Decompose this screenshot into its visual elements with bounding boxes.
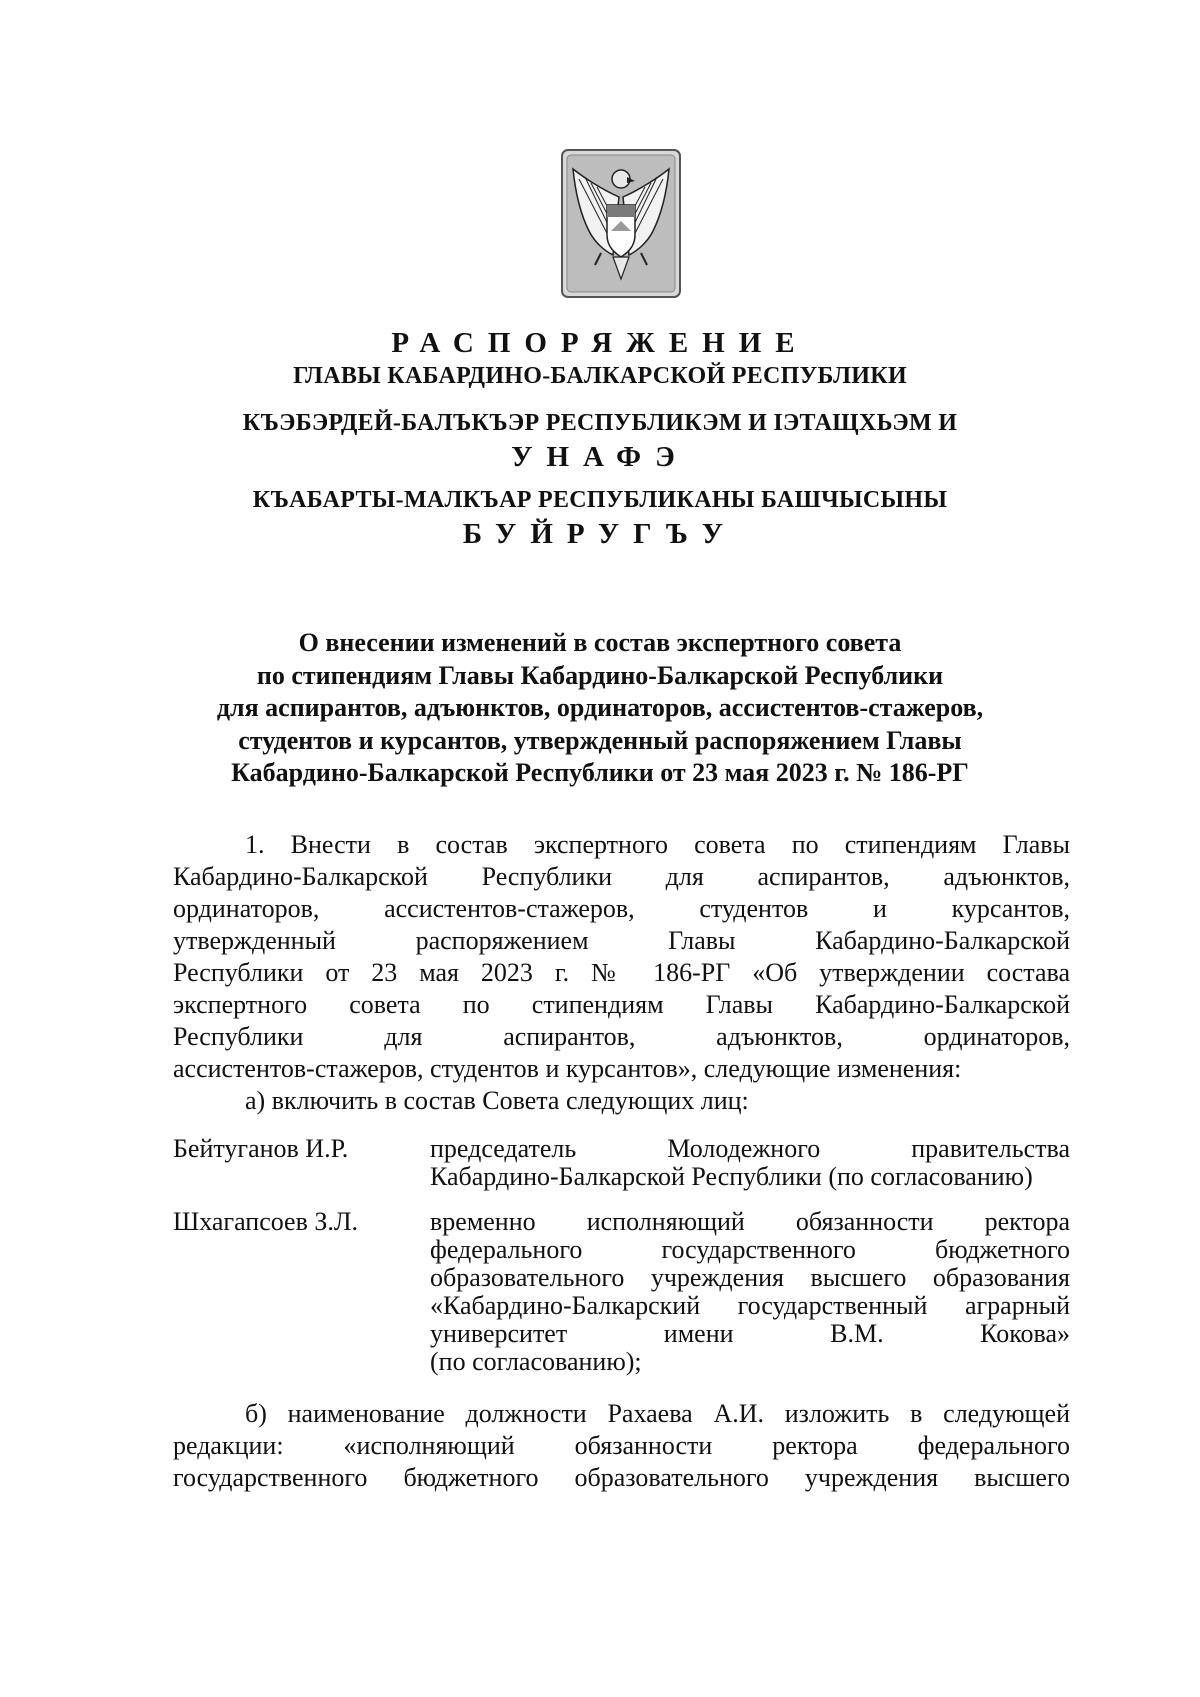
coat-of-arms-emblem [561, 149, 681, 298]
document-type-heading-kabardian: УНАФЭ [511, 441, 689, 473]
member-name: Бейтуганов И.Р. [173, 1134, 349, 1163]
title-line: О внесении изменений в состав экспертного совета [298, 628, 902, 657]
title-line: для аспирантов, адъюнктов, ординаторов, ассистентов-стажеров, [216, 693, 984, 722]
document-type-heading-balkar: БУЙРУГЪУ [462, 518, 738, 550]
position-line: образовательного учреждения высшего образования [430, 1263, 1070, 1292]
position-line: университет имени В.М. Кокова» [430, 1319, 1070, 1348]
paragraph-line: Республики от 23 мая 2023 г. № 186-РГ «Об утверждении состава [173, 958, 1070, 987]
paragraph-line: Республики для аспирантов, адъюнктов, ординаторов, [173, 1022, 1070, 1051]
paragraph-1 [173, 829, 1070, 1117]
issuer-heading-kabardian: КЪЭБЭРДЕЙ-БАЛЪКЪЭР РЕСПУБЛИКЭМ И IЭТАЩХЬЭМ И [242, 410, 958, 436]
document-type-heading: РАСПОРЯЖЕНИЕ [391, 327, 809, 359]
paragraph-line: экспертного совета по стипендиям Главы Кабардино-Балкарской [173, 990, 1070, 1019]
position-line: федерального государственного бюджетного [430, 1235, 1070, 1264]
paragraph-b [173, 1398, 1070, 1494]
paragraph-line: ассистентов-стажеров, студентов и курсантов», следующие изменения: [173, 1054, 962, 1083]
issuer-heading-balkar: КЪАБАРТЫ-МАЛКЪАР РЕСПУБЛИКАНЫ БАШЧЫСЫНЫ [252, 487, 948, 513]
title-line: по стипендиям Главы Кабардино-Балкарской Республики [256, 660, 944, 690]
paragraph-line: государственного бюджетного образовательного учреждения высшего [173, 1463, 1070, 1492]
paragraph-line: 1. Внести в состав экспертного совета по стипендиям Главы [245, 830, 1070, 859]
position-line: председатель Молодежного правительства [430, 1134, 1070, 1163]
paragraph-line: ординаторов, ассистентов-стажеров, студентов и курсантов, [173, 894, 1070, 923]
issuer-heading-ru: ГЛАВЫ КАБАРДИНО-БАЛКАРСКОЙ РЕСПУБЛИКИ [293, 363, 907, 389]
document-title [150, 627, 1050, 790]
paragraph-line: Кабардино-Балкарской Республики для аспирантов, адъюнктов, [173, 862, 1070, 891]
member-position [430, 1135, 1070, 1191]
position-line: временно исполняющий обязанности ректора [430, 1207, 1070, 1236]
paragraph-line: б) наименование должности Рахаева А.И. изложить в следующей [245, 1399, 1070, 1428]
member-name: Шхагапсоев З.Л. [173, 1207, 359, 1236]
title-line: Кабардино-Балкарской Республики от 23 мая 2023 г. № 186-РГ [231, 758, 969, 787]
position-line: Кабардино-Балкарской Республики (по согласованию) [430, 1162, 1033, 1191]
paragraph-line: редакции: «исполняющий обязанности ректора федерального [173, 1431, 1070, 1460]
subitem-a: а) включить в состав Совета следующих лиц: [245, 1086, 749, 1115]
position-line: (по согласованию); [430, 1347, 642, 1376]
title-line: студентов и курсантов, утвержденный распоряжением Главы [238, 725, 962, 755]
position-line: «Кабардино-Балкарский государственный аграрный [430, 1291, 1070, 1320]
paragraph-line: утвержденный распоряжением Главы Кабардино-Балкарской [173, 926, 1070, 955]
member-position [430, 1208, 1070, 1376]
